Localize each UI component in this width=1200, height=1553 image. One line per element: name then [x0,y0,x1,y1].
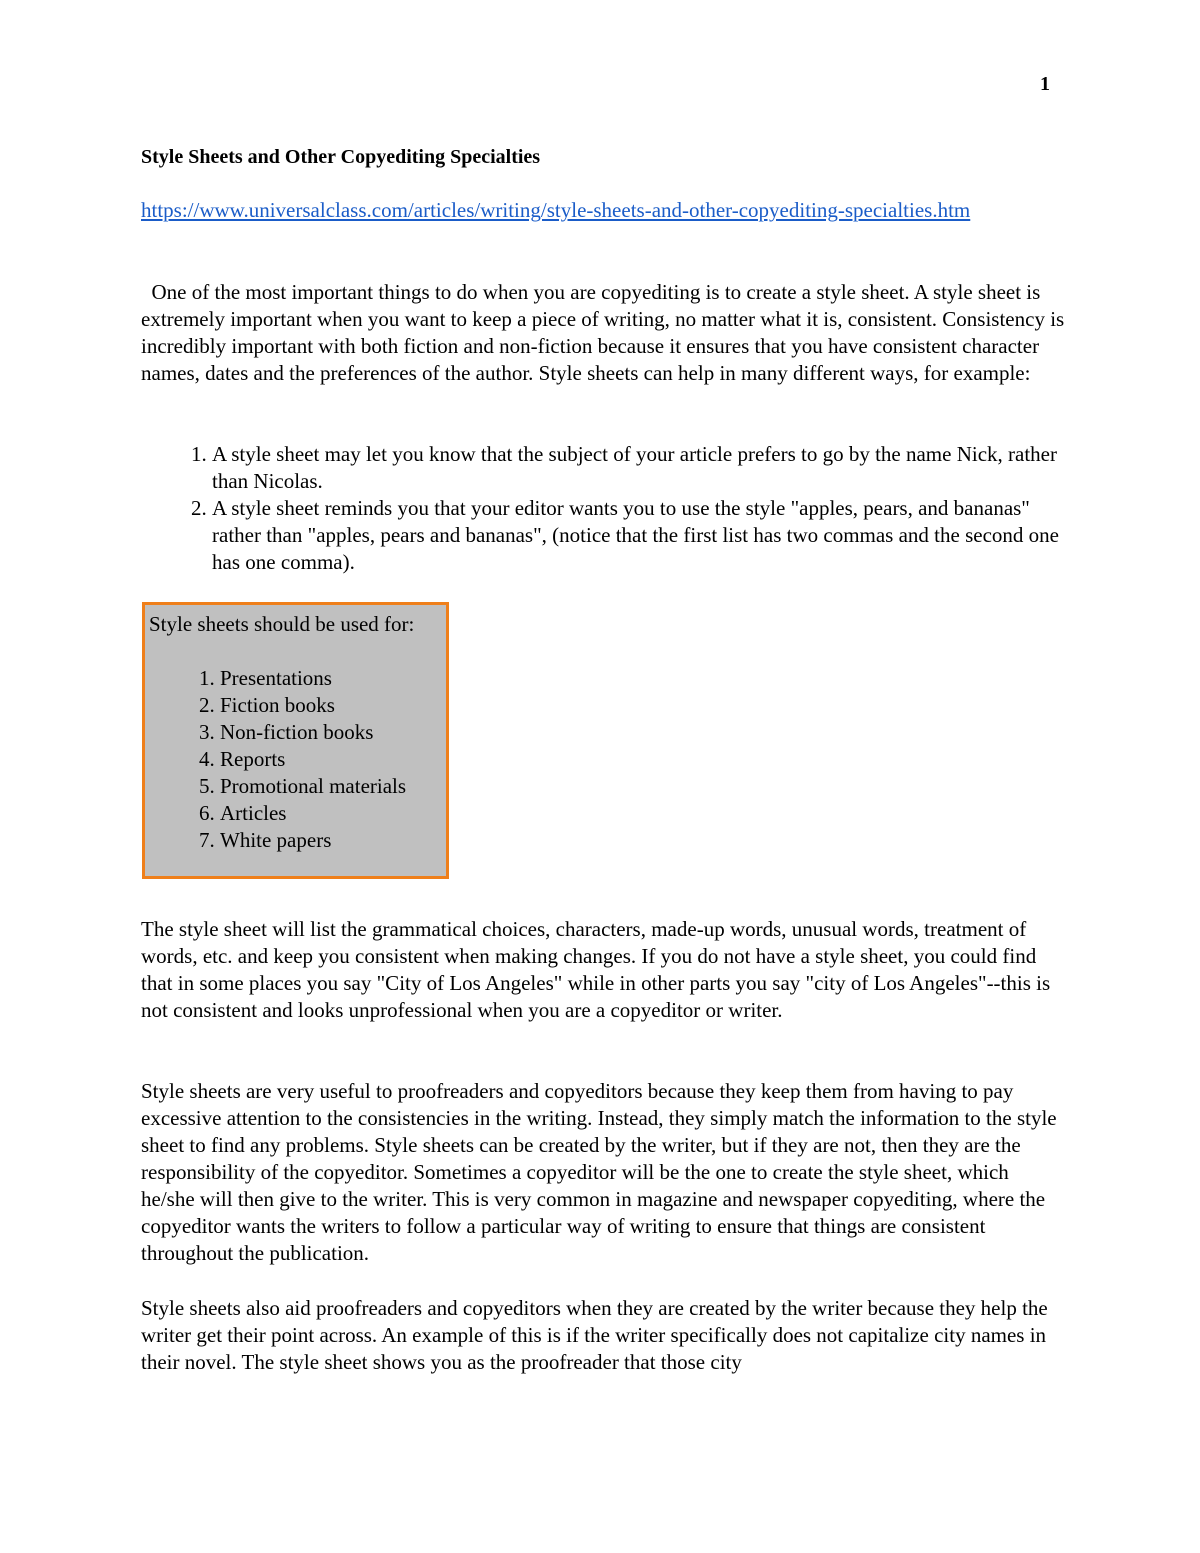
list-item: 2. A style sheet reminds you that your editor wants you to use the style "apples, pears, and bananas" rather than "apples, pears and bananas", (notice that the first list has two commas and the second one has one comma). [212,495,1066,576]
list-item: 3. Non-fiction books [220,719,446,746]
list-item: 5. Promotional materials [220,773,446,800]
callout-title: Style sheets should be used for: [149,612,415,636]
list-item: 1. A style sheet may let you know that the subject of your article prefers to go by the name Nick, rather than Nicolas. [212,441,1066,495]
list-item: 4. Reports [220,746,446,773]
body-paragraph: The style sheet will list the grammatical choices, characters, made-up words, unusual words, treatment of words, etc. and keep you consistent when making changes. If you do not have a style sheet, you could find that in some places you say "City of Los Angeles" while in other parts you say "city of Los Angeles"--this is not consistent and looks unprofessional when you are a copyeditor or writer. [141,917,1051,1022]
examples-list [141,441,1066,576]
callout-box [142,602,449,879]
document-title: Style Sheets and Other Copyediting Specialties [141,146,541,168]
page-number: 1 [1040,73,1050,95]
list-item: 7. White papers [220,827,446,854]
callout-list [149,665,446,854]
intro-paragraph: One of the most important things to do when you are copyediting is to create a style sheet. A style sheet is extremely important when you want to keep a piece of writing, no matter what it is, consistent. Consistency is incredibly important with both fiction and non-fiction because it ensures that you have consistent character names, dates and the preferences of the author. Style sheets can help in many different ways, for example: [141,280,1070,385]
list-item: 6. Articles [220,800,446,827]
source-link[interactable]: https://www.universalclass.com/articles/writing/style-sheets-and-other-copyediting-specialties.htm [141,198,971,222]
body-paragraph: Style sheets also aid proofreaders and copyeditors when they are created by the writer because they help the writer get their point across. An example of this is if the writer specifically does not capitalize city names in their novel. The style sheet shows you as the proofreader that those city [141,1296,1048,1374]
list-item: 2. Fiction books [220,692,446,719]
body-paragraph: Style sheets are very useful to proofreaders and copyeditors because they keep them from having to pay excessive attention to the consistencies in the writing. Instead, they simply match the information to the style sheet to find any problems. Style sheets can be created by the writer, but if they are not, then they are the responsibility of the copyeditor. Sometimes a copyeditor will be the one to create the style sheet, which he/she will then give to the writer. This is very common in magazine and newspaper copyediting, where the copyeditor wants the writers to follow a particular way of writing to ensure that things are consistent throughout the publication. [141,1079,1057,1265]
list-item: 1. Presentations [220,665,446,692]
